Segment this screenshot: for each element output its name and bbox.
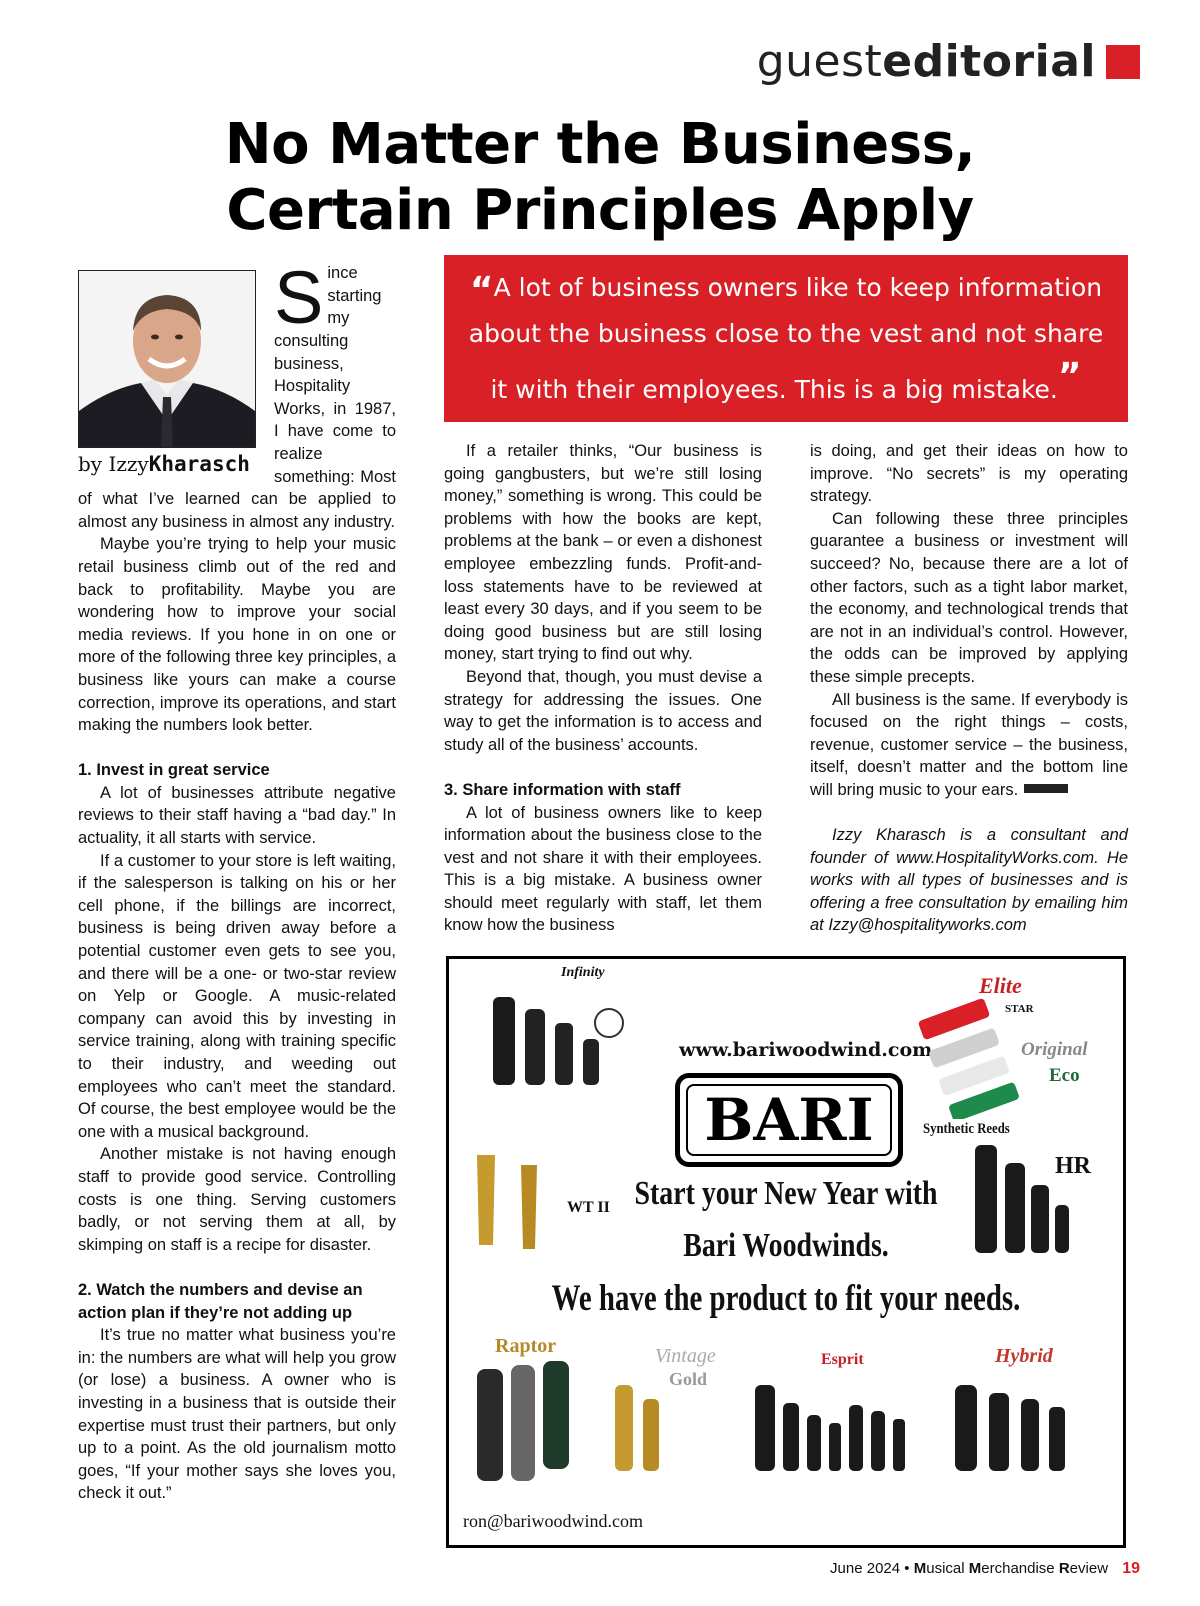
paragraph: It’s true no matter what business you’re in: the numbers are what will help you grow (or lose) a business. A owner who is investing in a business that is outside their expertise must trust their partners, but only up to a point. As the old journalism motto goes, “If your mother says she loves you, check it out.” bbox=[78, 1326, 396, 1503]
section-tag-square bbox=[1106, 45, 1140, 79]
pull-quote-text-wrap bbox=[462, 266, 1110, 411]
paragraph: If a customer to your store is left waiting, if the salesperson is talking on his or her cell phone, if the billings are incorrect, business is being driven away before a potential customer even gets to see you, and there will be a one- or two-star review on Yelp or Google. A music-related company can avoid this by investing in service training, along with training specific to their industry, and weeding out employees who can’t meet the standard. Of course, the best employee would be the one with a musical background. bbox=[78, 851, 396, 1141]
hr-label: HR bbox=[1055, 1153, 1091, 1179]
paragraph: Another mistake is not having enough staff to provide good service. Controlling costs is one thing. Serving customers badly, or not serving them at all, by skimping on staff is a recipe for disaster. bbox=[78, 1145, 396, 1254]
subhead-share-information: 3. Share information with staff bbox=[444, 780, 681, 799]
author-bio bbox=[810, 824, 1128, 937]
wt-label: WT II bbox=[567, 1199, 610, 1216]
ad-tagline-3: We have the product to fit your needs. bbox=[551, 1278, 1021, 1319]
footer-eview: eview bbox=[1069, 1560, 1109, 1577]
column-3 bbox=[810, 440, 1128, 937]
ad-tagline-1: Start your New Year with bbox=[634, 1175, 938, 1212]
paragraph: is doing, and get their ideas on how to improve. “No secrets” is my operating strategy. bbox=[810, 442, 1128, 506]
raptor-label: Raptor bbox=[495, 1335, 557, 1357]
footer-r: R bbox=[1058, 1560, 1070, 1577]
footer-date: June 2024 bbox=[830, 1560, 901, 1577]
section-tag-bold: editorial bbox=[882, 36, 1096, 87]
close-quote-icon: ” bbox=[1057, 356, 1082, 397]
pull-quote bbox=[444, 255, 1128, 422]
paragraph: Maybe you’re trying to help your music retail business climb out of the red and back to profitability. Maybe you are wondering how to improve your social media reviews. If you hone in on one or more of the following three key principles, a business like yours can make a course correction, improve its operations, and start making the numbers look better. bbox=[78, 535, 396, 735]
original-label: Original bbox=[1021, 1039, 1088, 1060]
paragraph: Beyond that, though, you must devise a strategy for addressing the issues. One way to get the information is to access and study all of the business’ accounts. bbox=[444, 667, 762, 754]
column-1 bbox=[78, 256, 396, 1505]
hybrid-label: Hybrid bbox=[995, 1345, 1053, 1367]
byline-prefix: by Izzy bbox=[78, 452, 149, 476]
headline-line-1: No Matter the Business, bbox=[224, 112, 976, 177]
headline-line-2: Certain Principles Apply bbox=[226, 178, 974, 243]
hybrid-mouthpieces-icon bbox=[949, 1379, 1099, 1479]
paragraph: A lot of businesses attribute negative reviews to their staff having a “bad day.” In actuality, it all starts with service. bbox=[78, 783, 396, 848]
footer-erchandise: erchandise bbox=[981, 1560, 1059, 1577]
closing-text: All business is the same. If everybody is focused on the right things – costs, revenue, customer service – the business, itself, doesn’t matter and the bottom line will bring music to your ears. bbox=[810, 690, 1128, 799]
bari-logo bbox=[675, 1073, 903, 1167]
photo-spacer bbox=[78, 262, 274, 480]
intro-text: ince starting my consulting business, Hospitality Works, in 1987, I have come to realize something: Most of what I’ve learned can be applied to almost any business in almost any industry. bbox=[78, 264, 396, 531]
footer-m: M bbox=[913, 1560, 927, 1577]
synthetic-reeds-label: Synthetic Reeds bbox=[923, 1121, 1010, 1137]
infinity-label: Infinity bbox=[561, 965, 605, 980]
paragraph: If a retailer thinks, “Our business is going gangbusters, but we’re still losing money,” something is wrong. This could be problems with how the books are kept, problems at the bank – or even a dishonest employee embezzling funds. Profit-and-loss statements have to be reviewed at least every 30 days, and if you seem to be doing good business but are still losing money, start trying to find out why. bbox=[444, 442, 762, 664]
page-footer bbox=[830, 1560, 1140, 1578]
elite-label: Elite bbox=[979, 973, 1022, 998]
bio-text: Izzy Kharasch is a consultant and founder of www.HospitalityWorks.com. He works with all types of businesses and is offering a free consultation by emailing him at Izzy@hospitalityworks.com bbox=[810, 826, 1128, 935]
pull-quote-text: A lot of business owners like to keep information about the business close to the vest and not share it with their employees. This is a big mistake. bbox=[468, 273, 1104, 404]
ad-email[interactable]: ron@bariwoodwind.com bbox=[463, 1511, 644, 1531]
subhead-invest-service: 1. Invest in great service bbox=[78, 761, 270, 780]
infinity-mouthpieces-icon bbox=[485, 987, 635, 1097]
eco-label: Eco bbox=[1049, 1065, 1080, 1086]
raptor-mouthpieces-icon bbox=[471, 1359, 591, 1489]
page-number: 19 bbox=[1122, 1560, 1140, 1577]
gold-label: Gold bbox=[669, 1369, 708, 1389]
drop-cap: S bbox=[274, 256, 324, 339]
footer-m2: M bbox=[968, 1560, 982, 1577]
bari-advertisement[interactable] bbox=[446, 956, 1126, 1548]
ad-url[interactable]: www.bariwoodwind.com bbox=[679, 1039, 933, 1061]
paragraph: Can following these three principles guarantee a business or investment will succeed? No, because there are a lot of other factors, such as a tight labor market, the economy, and technological trends that are not in an individual’s control. However, the odds can be improved by applying these simple precepts. bbox=[810, 509, 1128, 686]
vintage-gold-mouthpieces-icon bbox=[609, 1379, 689, 1479]
paragraph: A lot of business owners like to keep information about the business close to the vest and not share it with their employees. This is a big mistake. A business owner should meet regularly with staff, let them know how the business bbox=[444, 803, 762, 935]
bari-logo-text: BARI bbox=[686, 1084, 892, 1156]
footer-usical: usical bbox=[926, 1560, 969, 1577]
esprit-mouthpieces-icon bbox=[749, 1379, 929, 1479]
byline-last-name: Kharasch bbox=[148, 452, 250, 476]
end-mark-icon bbox=[1024, 784, 1068, 793]
headline bbox=[0, 112, 1200, 244]
paragraph bbox=[810, 689, 1128, 802]
esprit-label: Esprit bbox=[821, 1351, 864, 1368]
footer-separator: • bbox=[904, 1560, 910, 1577]
ad-tagline-2: Bari Woodwinds. bbox=[683, 1227, 889, 1264]
column-2 bbox=[444, 440, 762, 937]
vintage-label: Vintage bbox=[655, 1345, 716, 1367]
subhead-watch-numbers: 2. Watch the numbers and devise an action plan if they’re not adding up bbox=[78, 1280, 363, 1322]
section-tag-light: guest bbox=[756, 36, 883, 87]
section-tag bbox=[757, 36, 1140, 87]
open-quote-icon: “ bbox=[469, 270, 494, 311]
star-label: STAR bbox=[1005, 1003, 1034, 1015]
